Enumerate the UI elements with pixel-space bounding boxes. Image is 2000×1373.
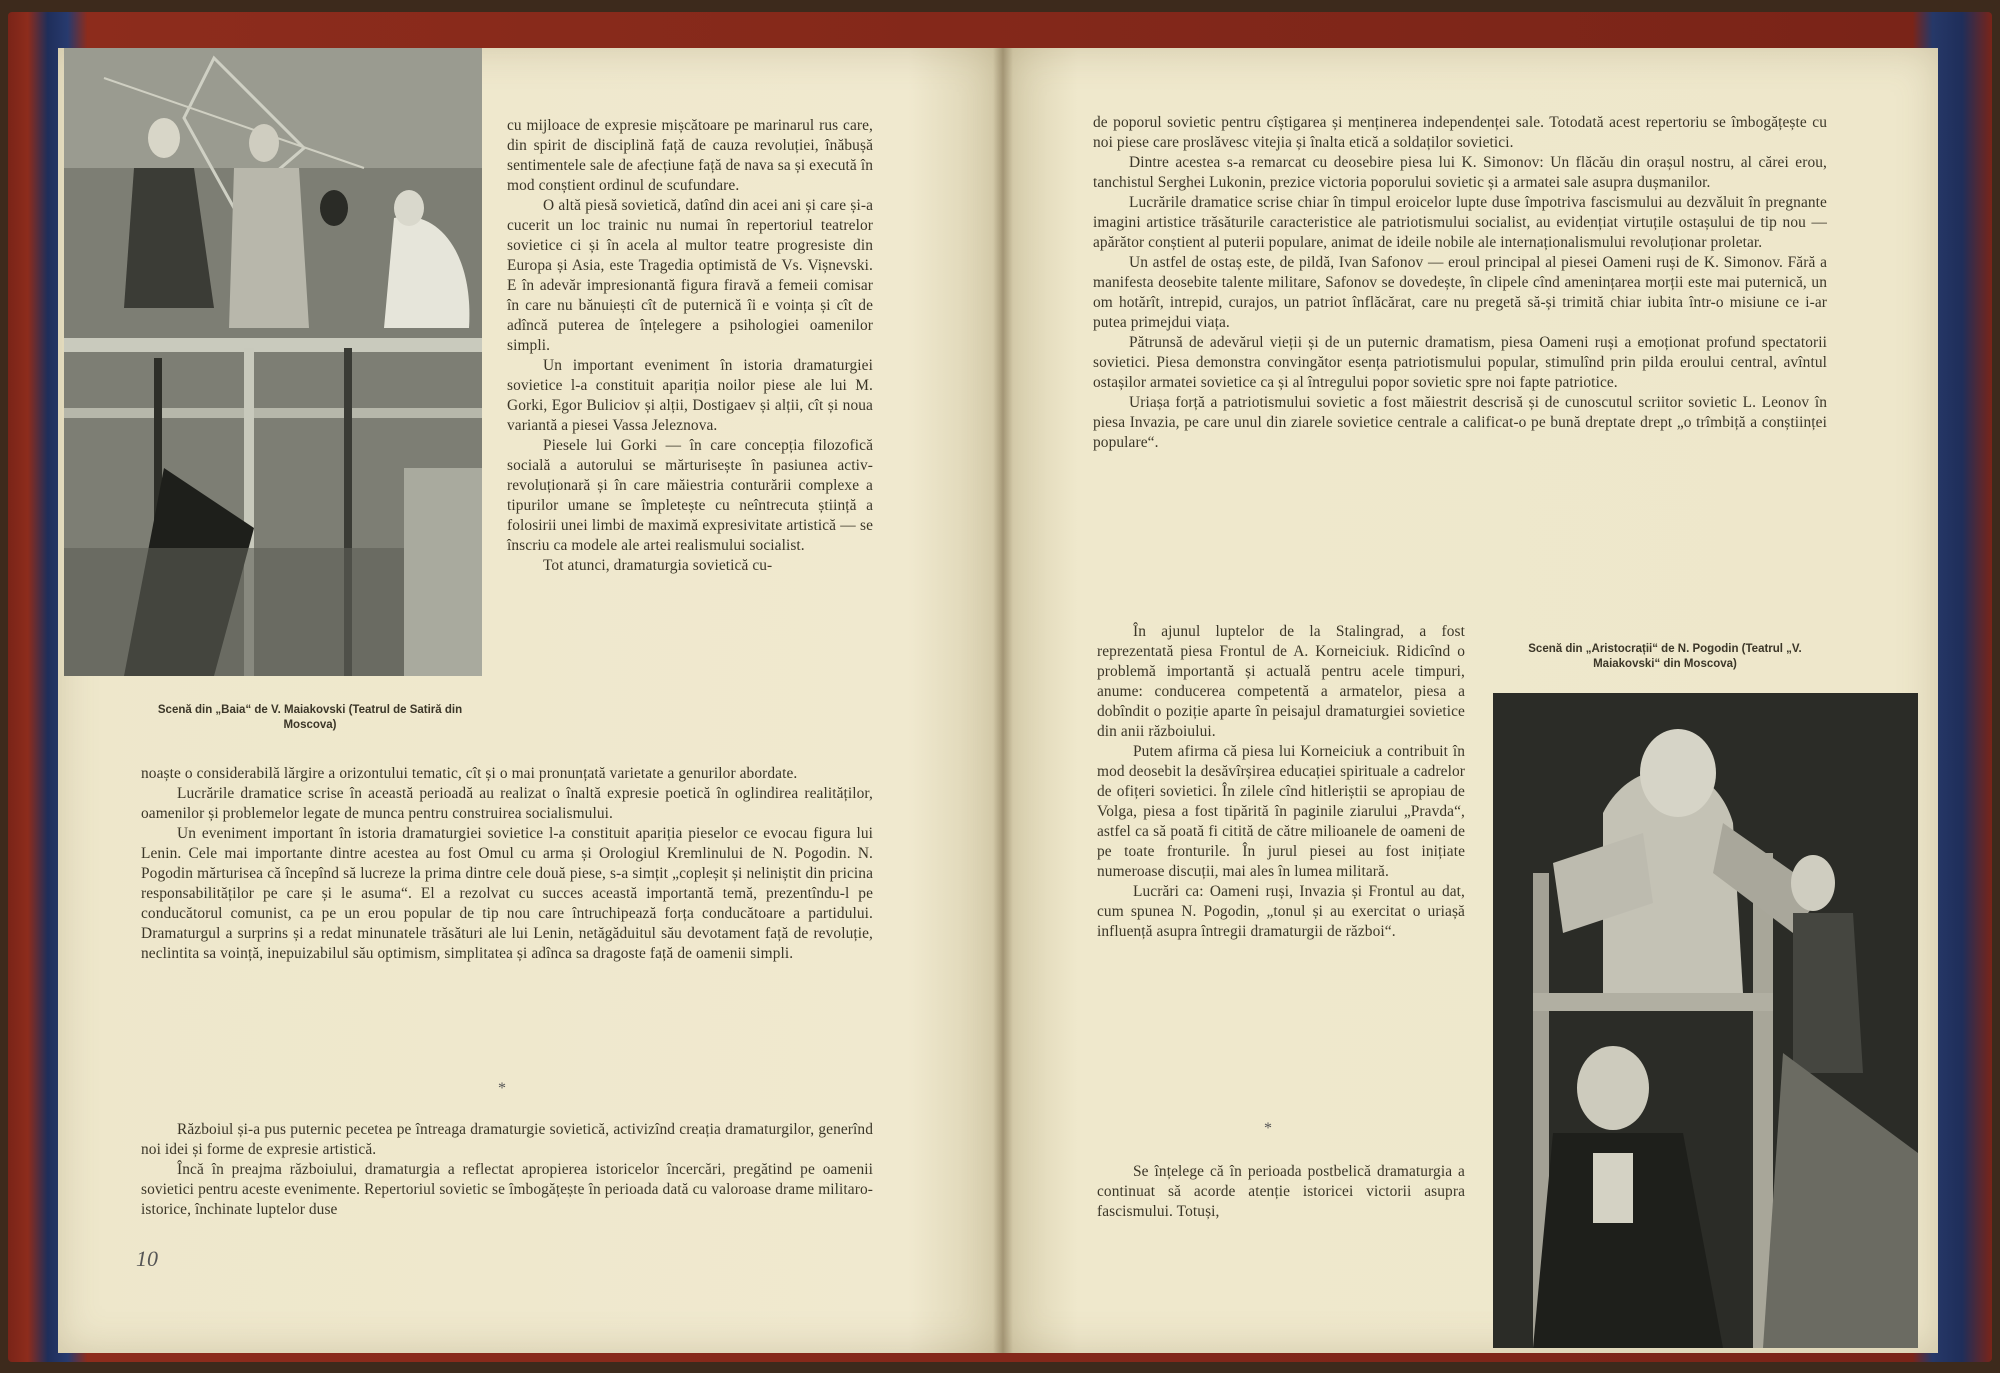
paragraph: Putem afirma că piesa lui Korneiciuk a contribuit în mod deosebit la desăvîrșirea educației spirituale a cadrelor de ofițeri sovietici. În zilele cînd hitleriștii se apropiau de Volga, piesa a fost tipărită în paginile ziarului „Pravda“, astfel ca să poată fi citită de către milioanele de oameni de pe toate fronturile. În jurul piesei au fost inițiate numeroase discuții, mai ales în lumea militară.	[1097, 743, 1465, 880]
photo-aristocratii-scene	[1493, 693, 1918, 1348]
paragraph: Piesele lui Gorki — în care concepția filozofică socială a autorului se mărturisește în pasiunea activ-revoluționară și în care măiestria conturării complexe a tipurilor umane se împletește cu neîntrecuta știință a folosirii unei limbi de maximă expresivitate artistică — se înscriu ca modele ale artei realismului socialist.	[507, 437, 873, 554]
left-bottom-text	[141, 1120, 873, 1220]
paragraph: Lucrările dramatice scrise chiar în timpul eroicelor lupte duse împotriva fascismului au dezvăluit în pregnante imagini artistice trăsăturile caracteristice ale patriotismului socialist, au evidențiat virtuțile ostașului de tip nou — apărător conștient al puterii populare, animat de ideile nobile ale internaționalismului revoluționar proletar.	[1093, 194, 1827, 251]
paragraph: Tot atunci, dramaturgia sovietică cu-	[543, 557, 773, 574]
paragraph: În ajunul luptelor de la Stalingrad, a fost reprezentată piesa Frontul de A. Korneiciuk. Ridicînd o problemă importantă și actuală pentru acele timpuri, anume: conducerea competentă a armatelor, piesa a dobîndit o poziție aparte în peisajul dramaturgiei sovietice din anii războiului.	[1097, 623, 1465, 740]
section-separator: *	[498, 1080, 506, 1097]
book-gutter	[993, 48, 1013, 1353]
right-top-text	[1093, 113, 1827, 453]
paragraph: Războiul și-a pus puternic pecetea pe întreaga dramaturgie sovietică, activizînd creația dramaturgilor, generînd noi idei și forme de expresie artistică.	[141, 1121, 873, 1158]
left-column-text	[507, 116, 873, 576]
paragraph: noaște o considerabilă lărgire a orizontului tematic, cît și o mai pronunțată varietate a genurilor abordate.	[141, 765, 798, 782]
paragraph: Lucrări ca: Oameni ruși, Invazia și Frontul au dat, cum spunea N. Pogodin, „tonul și au exercitat o uriașă influență asupra întregii dramaturgii de război“.	[1097, 883, 1465, 940]
paragraph: Încă în preajma războiului, dramaturgia a reflectat apropierea istoricelor încercări, pregătind pe oamenii sovietici pentru aceste evenimente. Repertoriul sovietic se îmbogățește în perioada dată cu valoroase drame militaro-istorice, închinate luptelor duse	[141, 1161, 873, 1218]
left-full-text	[141, 764, 873, 964]
paragraph: O altă piesă sovietică, datînd din acei ani și care și-a cucerit un loc trainic nu numai în repertoriul teatrelor sovietice ci și în acela al multor teatre progresiste din Europa și Asia, este Tragedia optimistă de Vs. Vișnevski. E în adevăr impresionantă figura firavă a femeii comisar în care nu bănuiești cît de puternică îi e voința și cît de adîncă puterea de înțelegere a psihologiei oamenilor simpli.	[507, 197, 873, 354]
section-separator-right: *	[1264, 1120, 1272, 1137]
right-bottom-text	[1097, 1162, 1465, 1222]
caption-aristocratii: Scenă din „Aristocrații“ de N. Pogodin (Teatrul „V. Maiakovski“ din Moscova)	[1528, 643, 1802, 670]
paragraph: de poporul sovietic pentru cîștigarea și menținerea independenței sale. Totodată acest repertoriu se îmbogățește cu noi piese care proslăvesc vitejia și înalta etică a soldaților sovietici.	[1093, 114, 1827, 151]
paragraph: Un important eveniment în istoria dramaturgiei sovietice l-a constituit apariția noilor piese ale lui M. Gorki, Egor Buliciov și alții, Dostigaev și alții, cît și noua variantă a piesei Vassa Jeleznova.	[507, 357, 873, 434]
paragraph: Un astfel de ostaș este, de pildă, Ivan Safonov — eroul principal al piesei Oameni ruși de K. Simonov. Fără a manifesta deosebite talente militare, Safonov se dovedește, în clipele cînd amenințarea morții este mai puternică, un om hotărît, intrepid, curajos, un patriot înflăcărat, care nu pregetă să-și trimită chiar iubita într-o misiune ce i-ar putea primejdui viața.	[1093, 254, 1827, 331]
paragraph: Dintre acestea s-a remarcat cu deosebire piesa lui K. Simonov: Un flăcău din orașul nostru, al cărei erou, tanchistul Serghei Lukonin, prezice victoria poporului sovietic și a armatei sale asupra dușmanilor.	[1093, 154, 1827, 191]
right-column-text	[1097, 622, 1465, 942]
paragraph: Un eveniment important în istoria dramaturgiei sovietice l-a constituit apariția pieselor ce evocau figura lui Lenin. Cele mai importante dintre acestea au fost Omul cu arma și Orologiul Kremlinului de N. Pogodin. N. Pogodin mărturisea că începînd să lucreze la prima dintre cele două piese, s-a simțit „copleșit și neliniștit din pricina responsabilităților pe care și le asuma“. El a rezolvat cu succes această importantă temă, prezentîndu-l pe conducătorul comunist, ca pe un erou popular de tip nou care întruchipează forța conducătoare a partidului. Dramaturgul a surprins și a redat minunatele trăsături ale lui Lenin, netăgăduitul său devotament față de revoluție, neclintita sa voință, inepuizabilul său optimism, simplitatea și adînca sa dragoste față de oamenii simpli.	[141, 825, 873, 962]
caption-baia: Scenă din „Baia“ de V. Maiakovski (Teatrul de Satiră din Moscova)	[157, 704, 463, 731]
page-number: 10	[136, 1246, 158, 1271]
paragraph: Pătrunsă de adevărul vieții și de un puternic dramatism, piesa Oameni ruși a emoționat profund spectatorii sovietici. Piesa demonstra convingător esența patriotismului popular, stimulînd prin pilda eroului central, avîntul ostașilor armatei sovietice ca și al întregului popor sovietic spre noi fapte patriotice.	[1093, 334, 1827, 391]
paragraph: Lucrările dramatice scrise în această perioadă au realizat o înaltă expresie poetică în oglindirea realităților, oamenilor și problemelor legate de munca pentru construirea socialismului.	[141, 785, 873, 822]
photo-baia-scene	[64, 48, 482, 676]
paragraph: cu mijloace de expresie mișcătoare pe marinarul rus care, din spirit de disciplină față de cauza revoluției, înăbușă sentimentele sale de afecțiune față de nava sa și execută în mod conștient ordinul de scufundare.	[507, 117, 873, 194]
paragraph: Uriașa forță a patriotismului sovietic a fost măiestrit descrisă și de cunoscutul scriitor sovietic L. Leonov în piesa Invazia, pe care unul din ziarele sovietice centrale a calificat-o pe bună dreptate drept „o trîmbiță a conștiinței populare“.	[1093, 394, 1827, 451]
paragraph: Se înțelege că în perioada postbelică dramaturgia a continuat să acorde atenție istoricei victorii asupra fascismului. Totuși,	[1097, 1163, 1465, 1220]
